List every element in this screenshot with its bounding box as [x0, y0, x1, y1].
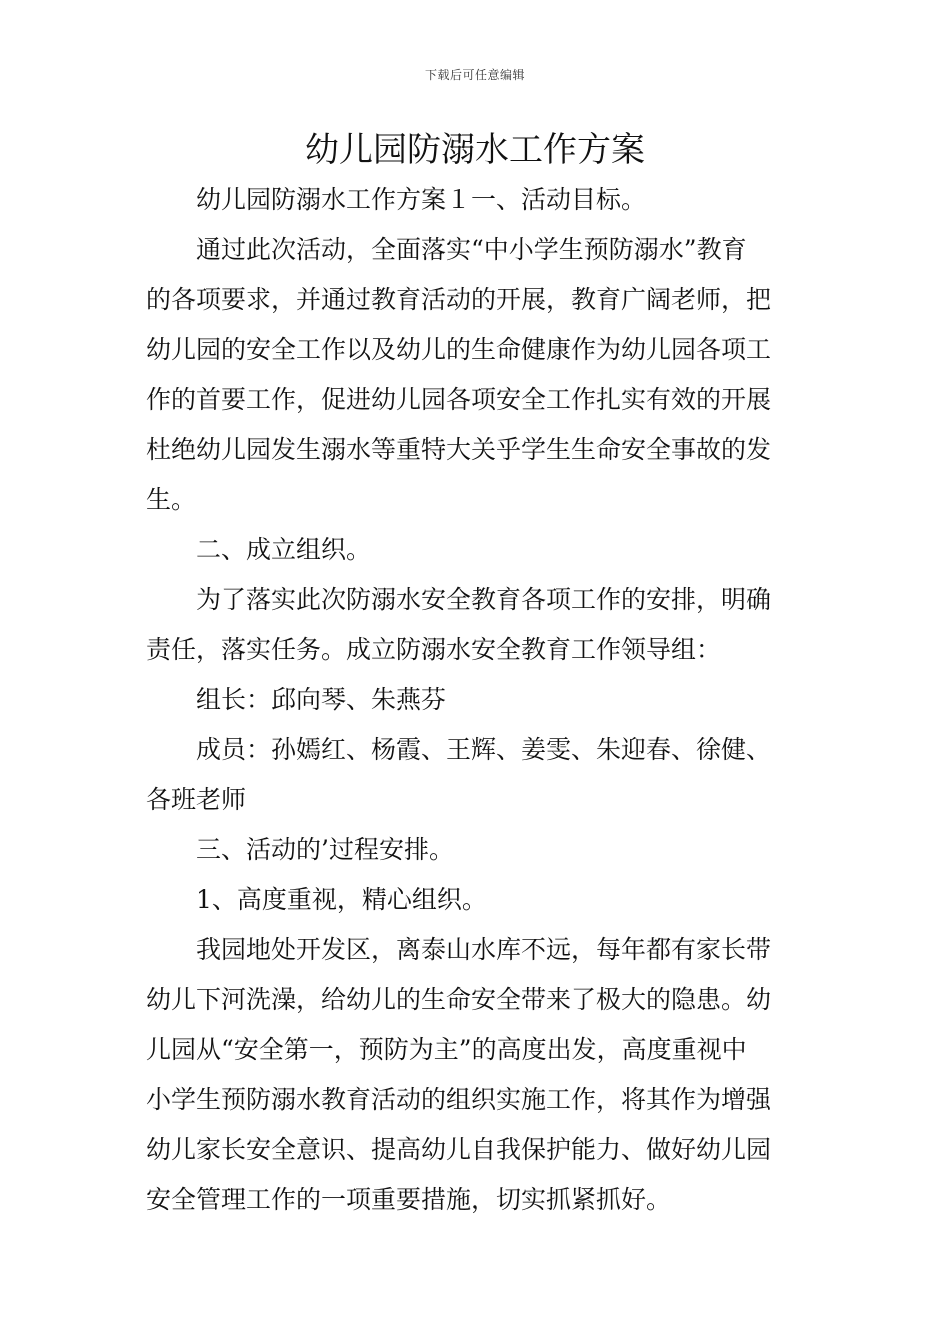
text-line: 幼儿下河洗澡，给幼儿的生命安全带来了极大的隐患。幼	[146, 985, 772, 1014]
text-line: 责任，落实任务。成立防溺水安全教育工作领导组：	[146, 635, 722, 664]
paragraph	[146, 925, 808, 1225]
paragraph	[146, 825, 808, 875]
paragraph	[146, 725, 808, 825]
paragraph	[146, 675, 808, 725]
text-line: 幼儿园的安全工作以及幼儿的生命健康作为幼儿园各项工	[146, 335, 772, 364]
header-note: 下载后可任意编辑	[424, 68, 525, 82]
text-line: 幼儿家长安全意识、提高幼儿自我保护能力、做好幼儿园	[146, 1135, 772, 1164]
paragraph	[146, 175, 808, 225]
text-line: 儿园从“安全第一，预防为主”的高度出发，高度重视中	[146, 1035, 747, 1064]
paragraph	[146, 525, 808, 575]
document-title: 幼儿园防溺水工作方案	[305, 130, 645, 170]
text-line: 生。	[146, 485, 197, 514]
paragraph	[146, 225, 808, 525]
text-line: 通过此次活动，全面落实“中小学生预防溺水”教育	[196, 235, 747, 264]
text-line: 小学生预防溺水教育活动的组织实施工作，将其作为增强	[146, 1085, 772, 1114]
paragraph	[146, 875, 808, 925]
document-body	[146, 175, 808, 1225]
text-line: 各班老师	[146, 785, 247, 814]
text-line: 作的首要工作，促进幼儿园各项安全工作扎实有效的开展	[146, 385, 772, 414]
text-line: 三、活动的’过程安排。	[196, 835, 454, 864]
text-line: 安全管理工作的一项重要措施，切实抓紧抓好。	[146, 1185, 672, 1214]
text-line: 幼儿园防溺水工作方案１一、活动目标。	[196, 185, 647, 214]
text-line: 杜绝幼儿园发生溺水等重特大关乎学生生命安全事故的发	[146, 435, 772, 464]
text-line: 的各项要求，并通过教育活动的开展，教育广阔老师，把	[146, 285, 772, 314]
text-line: 成员：孙嫣红、杨霞、王辉、姜雯、朱迎春、徐健、	[196, 735, 772, 764]
text-line: 1、高度重视，精心组织。	[196, 885, 487, 914]
text-line: 二、成立组织。	[196, 535, 372, 564]
text-line: 组长：邱向琴、朱燕芬	[196, 685, 447, 714]
text-line: 为了落实此次防溺水安全教育各项工作的安排，明确	[196, 585, 772, 614]
paragraph	[146, 575, 808, 675]
text-line: 我园地处开发区，离泰山水库不远，每年都有家长带	[196, 935, 772, 964]
